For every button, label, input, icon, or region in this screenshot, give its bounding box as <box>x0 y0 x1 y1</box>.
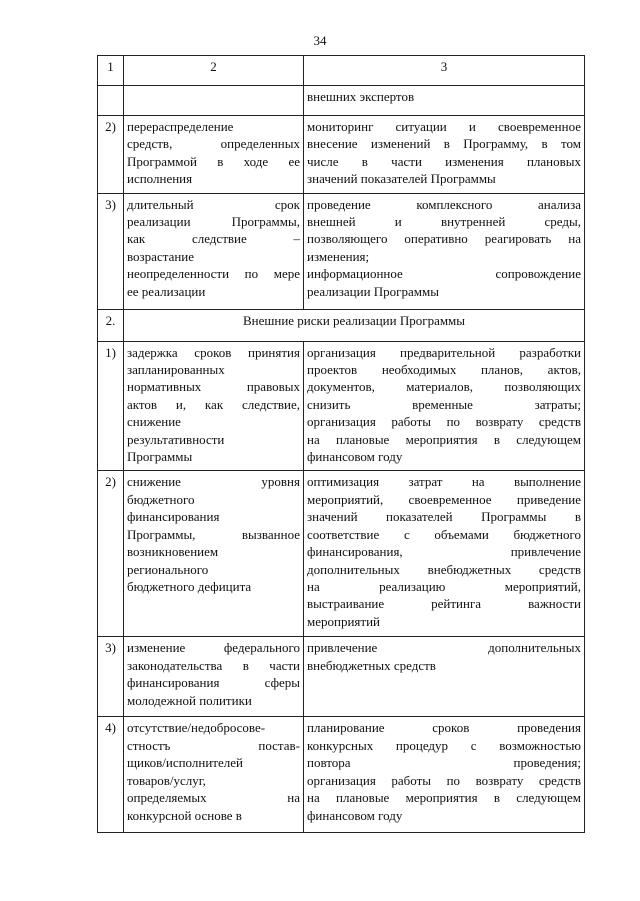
text-line: конкурсной основе в <box>127 807 242 823</box>
text-line: снизить временные затраты; <box>307 396 581 412</box>
text-line: числе в части изменения плановых <box>307 153 581 169</box>
text-line: оптимизация затрат на выполнение <box>307 474 581 490</box>
measures-cell <box>304 471 585 637</box>
risk-cell <box>124 341 304 471</box>
measures-cell <box>304 637 585 717</box>
text-line: исполнения <box>127 171 193 187</box>
text-line: финансирования, привлечение <box>307 544 581 560</box>
text-line: результативности <box>127 431 225 447</box>
text-line: проектов необходимых планов, актов, <box>307 362 581 378</box>
text-line: на плановые мероприятия в следующем <box>307 790 581 806</box>
text-line: реализации Программы <box>307 283 439 299</box>
text-line: конкурсных процедур с возможностью <box>307 737 581 753</box>
row-number: 2. <box>98 309 124 341</box>
table-row <box>98 471 585 637</box>
text-line: изменение федерального <box>127 640 300 656</box>
text-line: задержка сроков принятия <box>127 344 300 360</box>
text-line: выстраивание рейтинга важности <box>307 596 581 612</box>
text-line: Программой в ходе ее <box>127 153 300 169</box>
text-line: мероприятий, своевременное приведение <box>307 491 581 507</box>
text-line: определяемых на <box>127 790 300 806</box>
row-number: 4) <box>98 717 124 833</box>
text-line: актов и, как следствие, <box>127 396 300 412</box>
text-line: регионального <box>127 561 209 577</box>
text-line: планирование сроков проведения <box>307 720 581 736</box>
text-line: законодательства в части <box>127 657 300 673</box>
table-row <box>98 637 585 717</box>
text-line: организация предварительной разработки <box>307 344 581 360</box>
text-line: молодежной политики <box>127 692 252 708</box>
text-line: финансовом году <box>307 807 403 823</box>
text-line: Программы <box>127 449 193 465</box>
text-line: неопределенности по мере <box>127 266 300 282</box>
text-line: внебюджетных средств <box>307 657 436 673</box>
text-line: внешних экспертов <box>307 89 415 104</box>
text-line: ее реализации <box>127 283 206 299</box>
measures-cell <box>304 116 585 194</box>
text-line: перераспределение <box>127 119 234 134</box>
table-header-row <box>98 56 585 86</box>
table-row <box>98 717 585 833</box>
text-line: как следствие – <box>127 231 300 247</box>
row-number <box>98 86 124 116</box>
text-line: информационное сопровождение <box>307 266 581 282</box>
text-line: товаров/услуг, <box>127 772 206 788</box>
text-line: отсутствие/недобросове- <box>127 720 266 736</box>
measures-cell <box>304 193 585 309</box>
text-line: проведение комплексного анализа <box>307 196 581 212</box>
text-line: изменения; <box>307 248 370 264</box>
risk-cell <box>124 116 304 194</box>
text-line: внесение изменений в Программу, в том <box>307 136 581 152</box>
text-line: снижение уровня <box>127 474 300 490</box>
text-line: организация работы по возврату средств <box>307 772 581 788</box>
text-line: значений показателей Программы <box>307 171 496 187</box>
header-cell: 2 <box>124 56 304 86</box>
risk-cell <box>124 717 304 833</box>
text-line: позволяющего оперативно реагировать на <box>307 231 581 247</box>
table-row <box>98 193 585 309</box>
text-line: мониторинг ситуации и своевременное <box>307 119 581 134</box>
risk-cell <box>124 193 304 309</box>
row-number: 2) <box>98 471 124 637</box>
risk-table <box>97 55 585 833</box>
text-line: щиков/исполнителей <box>127 755 243 771</box>
table-row <box>98 341 585 471</box>
measures-cell <box>304 86 585 116</box>
row-number: 2) <box>98 116 124 194</box>
text-line: бюджетного дефицита <box>127 578 252 594</box>
text-line: стностъ постав- <box>127 737 300 753</box>
text-line: документов, материалов, позволяющих <box>307 379 581 395</box>
row-number: 3) <box>98 637 124 717</box>
risk-cell <box>124 86 304 116</box>
section-row <box>98 309 585 341</box>
text-line: бюджетного <box>127 491 195 507</box>
text-line: средств, определенных <box>127 136 300 152</box>
text-line: финансирования <box>127 509 220 525</box>
text-line: на реализацию мероприятий, <box>307 578 581 594</box>
row-number: 1) <box>98 341 124 471</box>
text-line: внешней и внутренней среды, <box>307 214 581 230</box>
risk-cell <box>124 471 304 637</box>
measures-cell <box>304 717 585 833</box>
text-line: возникновением <box>127 544 219 560</box>
text-line: организация работы по возврату средств <box>307 414 581 430</box>
text-line: финансовом году <box>307 449 403 465</box>
text-line: запланированных <box>127 362 225 378</box>
header-cell: 1 <box>98 56 124 86</box>
text-line: повтора проведения; <box>307 755 581 771</box>
risk-cell <box>124 637 304 717</box>
text-line: соответствие с объемами бюджетного <box>307 526 581 542</box>
row-number: 3) <box>98 193 124 309</box>
text-line: привлечение дополнительных <box>307 640 581 656</box>
text-line: возрастание <box>127 248 195 264</box>
text-line: длительный срок <box>127 196 300 212</box>
page-number: 34 <box>313 33 327 48</box>
text-line: значений показателей Программы в <box>307 509 581 525</box>
measures-cell <box>304 341 585 471</box>
text-line: на плановые мероприятия в следующем <box>307 431 581 447</box>
text-line: дополнительных внебюджетных средств <box>307 561 581 577</box>
text-line: нормативных правовых <box>127 379 300 395</box>
table-row <box>98 86 585 116</box>
text-line: реализации Программы, <box>127 214 300 230</box>
text-line: финансирования сферы <box>127 675 300 691</box>
text-line: Программы, вызванное <box>127 526 300 542</box>
section-title: Внешние риски реализации Программы <box>124 309 585 341</box>
text-line: мероприятий <box>307 613 380 629</box>
text-line: снижение <box>127 414 181 430</box>
table-row <box>98 116 585 194</box>
header-cell: 3 <box>304 56 585 86</box>
